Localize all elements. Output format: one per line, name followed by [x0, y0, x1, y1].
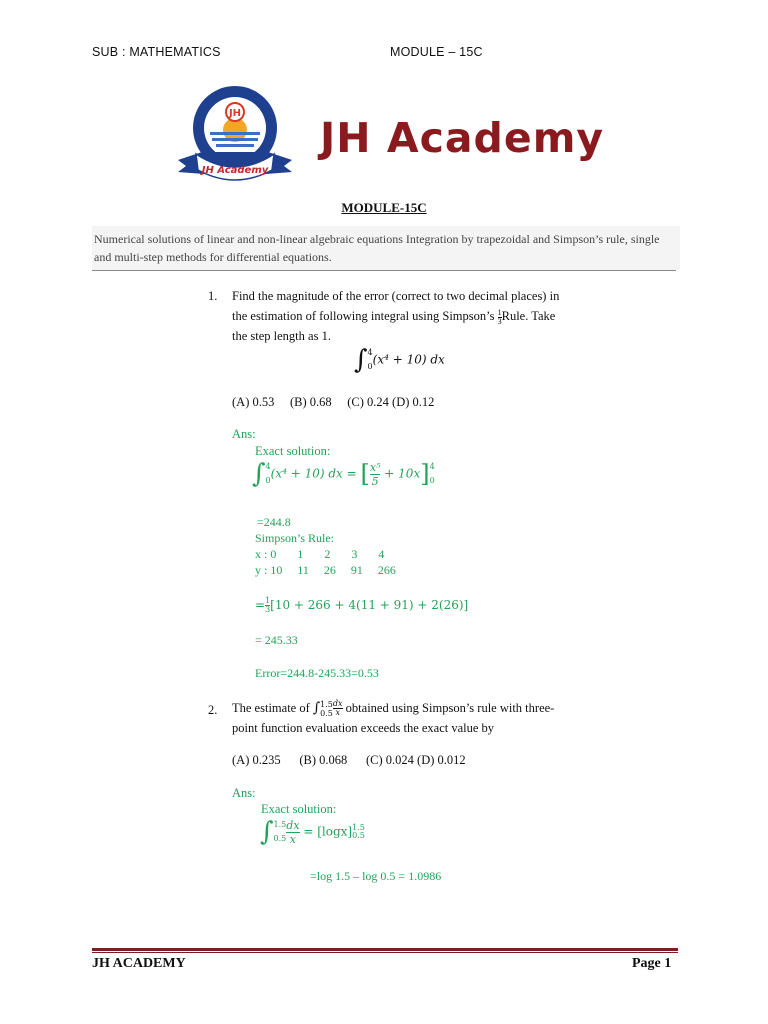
- q1-frac-den: 3: [497, 316, 502, 326]
- q2-int-upper: 1.5: [320, 699, 333, 709]
- q2-line1: The estimate of ∫ 1.5 0.5 $\frac{dx}{x}$ obtained using Simpson’s rule with three-: [232, 699, 555, 718]
- q2-ans-label: Ans:: [232, 786, 256, 800]
- footer-page: Page 1: [632, 956, 672, 971]
- q1-x-row: x : 0 1 2 3 4: [255, 547, 385, 561]
- module-title: MODULE-15C: [341, 200, 427, 215]
- q2-line1-pre: The estimate of: [232, 701, 313, 715]
- q1-line2-pre: the estimation of following integral using Simpson’s: [232, 309, 498, 323]
- q1-frac-num: 1: [497, 307, 502, 317]
- q1-simpson-formula: [255, 595, 468, 615]
- q1-y-row: y : 10 11 26 91 266: [255, 563, 396, 577]
- q2-log-result: =log 1.5 – log 0.5 = 1.0986: [310, 869, 442, 883]
- q2-exact-num: dx: [286, 818, 300, 832]
- q1-exact-integrand: (x⁴ + 10) dx =: [270, 466, 361, 481]
- q2-log-upper: 1.5: [352, 823, 365, 832]
- q1-exact-label: Exact solution:: [255, 444, 331, 458]
- separator: [92, 270, 676, 271]
- academy-logo: [172, 82, 298, 186]
- q1-exact-value: =244.8: [257, 515, 291, 529]
- q1-formula-eq: =: [255, 598, 266, 612]
- q1-integrand: (x⁴ + 10) dx: [372, 352, 445, 367]
- q1-exact-int-lower: 0: [265, 476, 271, 485]
- q1-options: (A) 0.53 (B) 0.68 (C) 0.24 (D) 0.12: [232, 395, 435, 409]
- q2-exact-den: x: [289, 832, 297, 846]
- header-module: MODULE – 15C: [390, 45, 483, 59]
- q1-line2-post: Rule. Take: [501, 309, 556, 323]
- q1-exact-expression: ∫ 4 0 (x⁴ + 10) dx = [ $\frac{\text{x⁵}}{5}$ + 10x] 4 0: [252, 459, 435, 489]
- q1-int-upper: 4: [367, 348, 373, 357]
- q1-line3: the step length as 1.: [232, 329, 331, 343]
- q2-int-den: x: [335, 708, 340, 717]
- intro-text: Numerical solutions of linear and non-linear algebraic equations Integration by trapezoidal and Simpson’s rule, single and multi-step methods for differential equations.: [92, 226, 680, 270]
- q1-simpson-label: Simpson’s Rule:: [255, 531, 335, 545]
- q2-line2: point function evaluation exceeds the exact value by: [232, 721, 495, 735]
- header-subject: SUB : MATHEMATICS: [92, 45, 221, 59]
- q1-line1: Find the magnitude of the error (correct to two decimal places) in: [232, 289, 560, 303]
- q1-limit-upper: 4: [429, 462, 435, 471]
- q2-exact-rhs: = [logx]: [299, 824, 353, 839]
- logo-monogram: JH: [228, 108, 242, 119]
- q1-formula-body: [10 + 266 + 4(11 + 91) + 2(26)]: [270, 598, 469, 612]
- q1-number: 1.: [208, 289, 218, 303]
- q1-line2: [232, 306, 587, 326]
- q1-formula-frac-den: 3: [265, 605, 271, 614]
- q1-ans-label: Ans:: [232, 427, 256, 441]
- q2-int-lower: 0.5: [320, 708, 333, 718]
- brand-title: JH Academy: [320, 114, 605, 162]
- q2-exact-int-upper: 1.5: [273, 820, 287, 829]
- q2-line1-post: obtained using Simpson’s rule with three-: [342, 701, 555, 715]
- footer-rule: [92, 948, 678, 951]
- q1-plus10x: + 10x: [380, 466, 421, 481]
- q2-options: (A) 0.235 (B) 0.068 (C) 0.024 (D) 0.012: [232, 753, 466, 767]
- q1-int-lower: 0: [367, 362, 373, 371]
- q2-exact-label: Exact solution:: [261, 802, 337, 816]
- q1-formula-frac-num: 1: [265, 596, 271, 605]
- q1-limit-lower: 0: [429, 476, 435, 485]
- q1-integral: ∫ 4 0 (x⁴ + 10) dx: [354, 345, 445, 375]
- footer-rule-thin: [92, 952, 678, 953]
- q2-log-lower: 0.5: [352, 831, 365, 840]
- q2-number: 2.: [208, 703, 218, 717]
- q1-five: 5: [371, 474, 379, 488]
- logo-ribbon: JH Academy: [201, 165, 269, 176]
- q1-x5: x⁵: [369, 460, 381, 474]
- q2-int-num: dx: [332, 699, 343, 708]
- footer-academy: JH ACADEMY: [92, 956, 186, 971]
- q1-error: Error=244.8-245.33=0.53: [255, 666, 379, 680]
- q1-exact-int-upper: 4: [265, 462, 271, 471]
- q2-exact-int-lower: 0.5: [273, 834, 287, 843]
- q1-simpson-value: = 245.33: [255, 633, 298, 647]
- q2-exact-expression: ∫ 1.5 0.5 $\frac{dx}{x}$ = [logx] 1.5 0.5: [260, 817, 365, 847]
